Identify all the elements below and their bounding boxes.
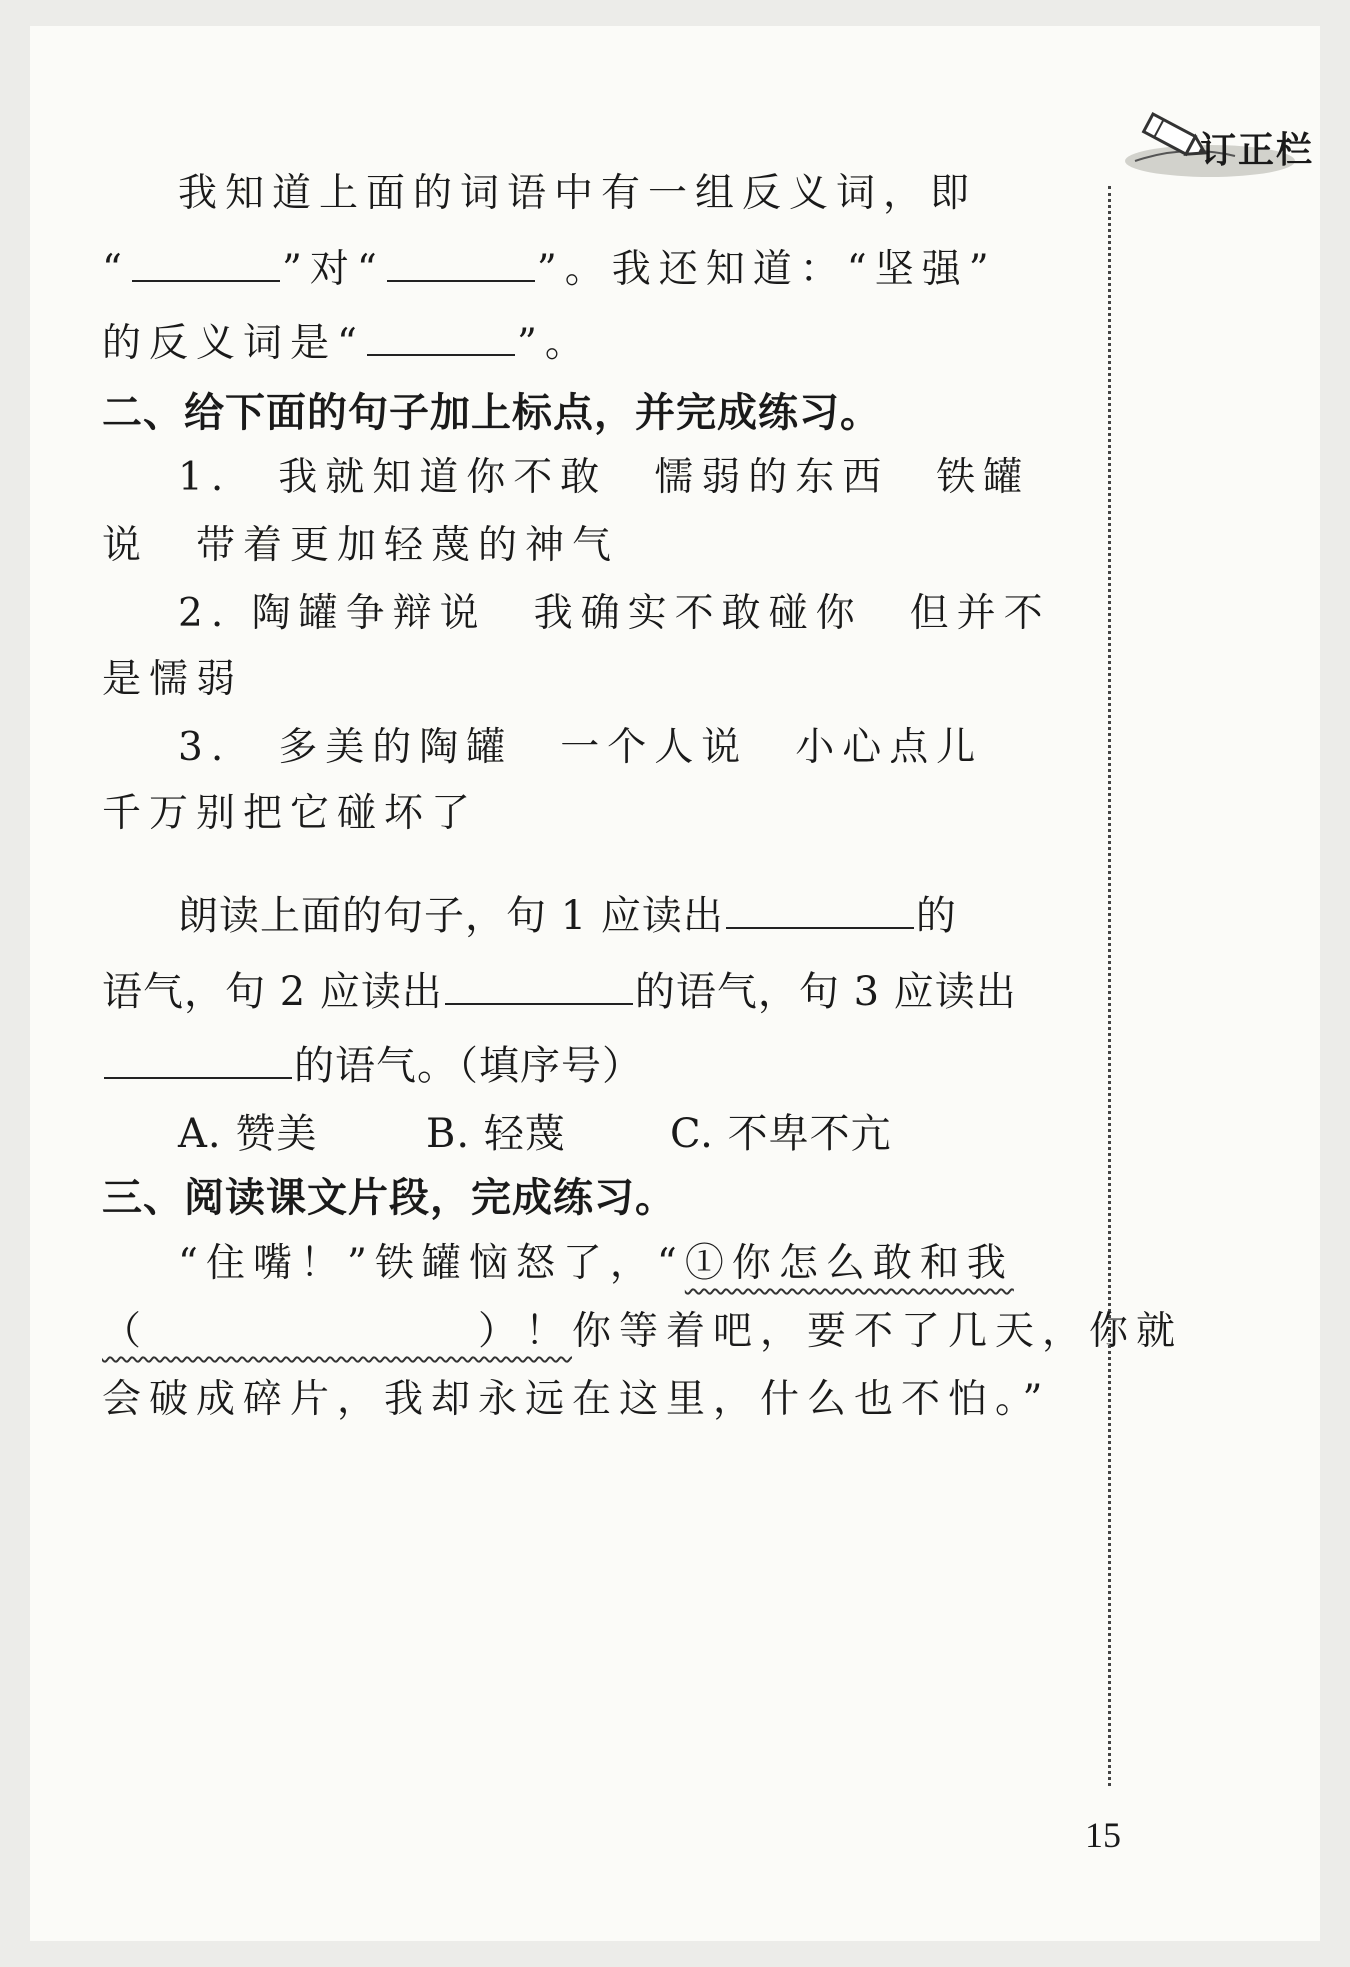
antonym-blank-1[interactable] xyxy=(132,250,280,282)
underlined-sentence-1: ①你怎么敢和我 xyxy=(684,1241,1014,1286)
workbook-page xyxy=(30,26,1320,1941)
passage-line-3: 会破成碎片，我却永远在这里，什么也不怕。” xyxy=(102,1377,1051,1422)
reading-line-3: 的语气。（填序号） xyxy=(102,1034,643,1091)
sentence-2-line-1: 2. 陶罐争辩说 我确实不敢碰你 但并不 xyxy=(178,591,1051,636)
option-b: B. 轻蔑 xyxy=(426,1111,566,1157)
antonym-blank-2[interactable] xyxy=(387,250,535,282)
antonym-line-3: 的反义词是“ ”。 xyxy=(102,321,592,366)
option-c: C. 不卑不亢 xyxy=(670,1111,892,1157)
sentence-2-line-2: 是懦弱 xyxy=(102,657,244,702)
option-a: A. 赞美 xyxy=(178,1111,318,1157)
correction-title: 订正栏 xyxy=(1200,130,1315,171)
correction-column-divider xyxy=(1108,186,1111,1786)
underlined-blank-parens[interactable]: （ ）！ xyxy=(102,1309,573,1354)
reading-blank-3[interactable] xyxy=(104,1047,292,1079)
section-2-heading: 二、给下面的句子加上标点，并完成练习。 xyxy=(102,390,881,436)
passage-line-2: （ ）！你等着吧，要不了几天，你就 xyxy=(102,1309,1184,1354)
antonym-blank-3[interactable] xyxy=(367,324,515,356)
section-3-heading: 三、阅读课文片段，完成练习。 xyxy=(102,1175,676,1221)
reading-line-2: 语气，句 2 应读出 的语气，句 3 应读出 xyxy=(102,969,1017,1015)
passage-line-1: “住嘴！”铁罐恼怒了，“①你怎么敢和我 xyxy=(178,1241,1014,1286)
reading-blank-1[interactable] xyxy=(726,897,914,929)
sentence-3-line-1: 3. 多美的陶罐 一个人说 小心点儿 xyxy=(178,725,984,770)
sentence-1-line-2: 说 带着更加轻蔑的神气 xyxy=(102,523,620,568)
sentence-3-line-2: 千万别把它碰坏了 xyxy=(102,791,479,836)
page-number: 15 xyxy=(1085,1815,1121,1855)
sentence-1-line-1: 1. 我就知道你不敢 懦弱的东西 铁罐 xyxy=(178,455,1031,500)
reading-line-1: 朗读上面的句子，句 1 应读出 的 xyxy=(178,893,957,939)
reading-blank-2[interactable] xyxy=(445,973,633,1005)
antonym-line-2: “ ”对“ ”。我还知道：“坚强” xyxy=(102,247,997,292)
antonym-line-1: 我知道上面的词语中有一组反义词，即 xyxy=(178,171,978,216)
